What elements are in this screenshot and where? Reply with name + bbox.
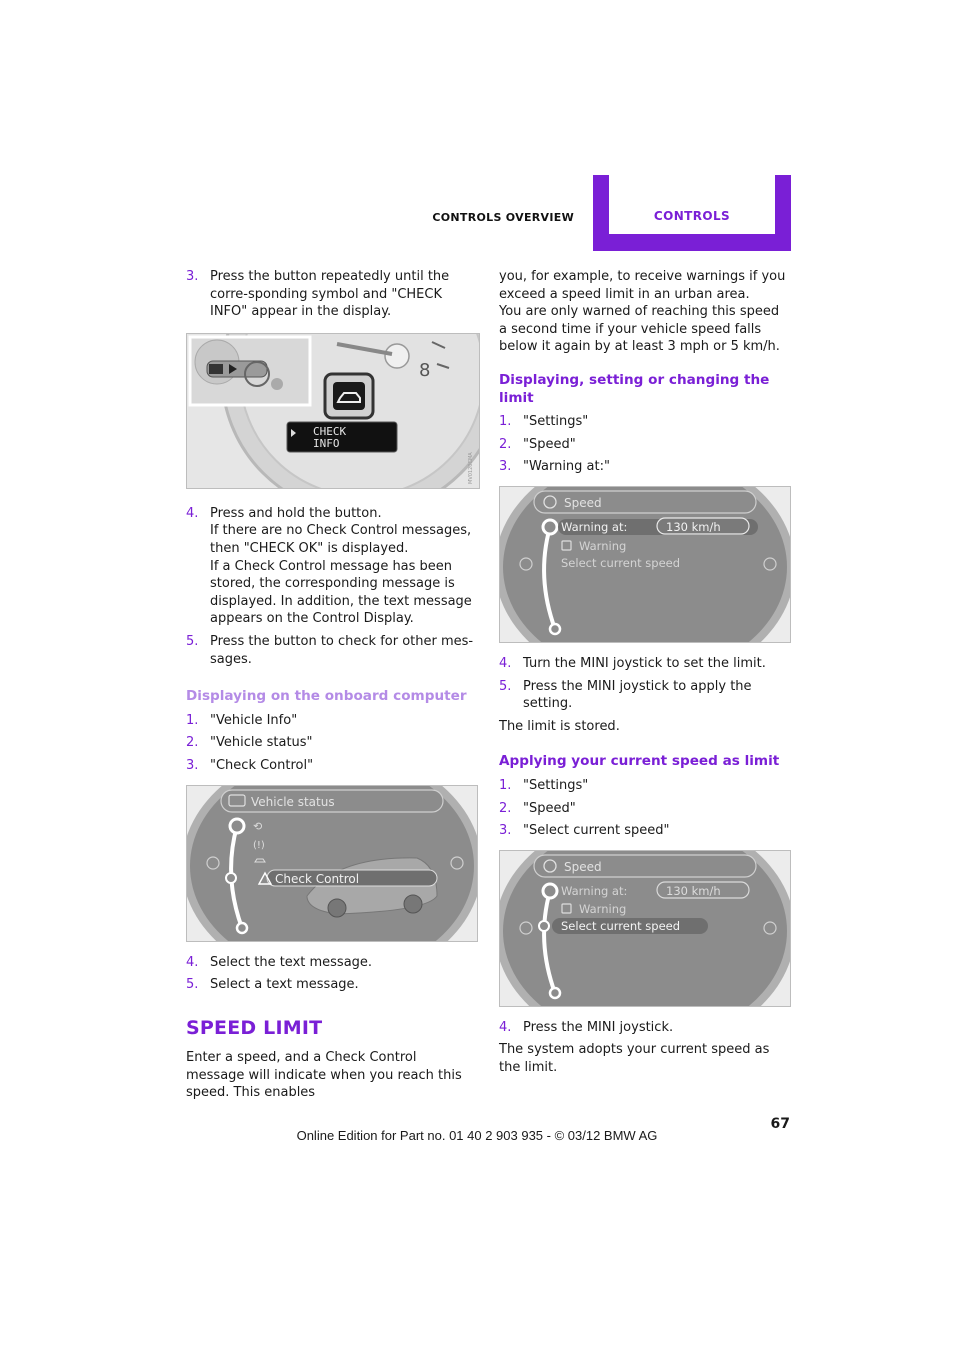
list-item: 3. "Check Control"	[186, 757, 314, 773]
list-item: 1. "Vehicle Info"	[186, 712, 298, 728]
warning-at-label: Warning at:	[561, 883, 628, 898]
list-item: 2. "Speed"	[499, 436, 576, 452]
vehicle-status-figure	[186, 785, 478, 942]
svg-text:8: 8	[419, 359, 431, 381]
step-number: 3.	[186, 269, 199, 284]
step-text: Press the button to check for other mes-sages.	[210, 633, 474, 667]
page-number: 67	[770, 1116, 790, 1132]
selected-menu-item: Check Control	[275, 871, 360, 886]
intro-continued: you, for example, to receive warnings if you exceed a speed limit in an urban area.	[499, 269, 786, 302]
list-item: 1. "Settings"	[499, 414, 589, 430]
speed-settings-display-current	[500, 851, 790, 1006]
speed-settings-display	[500, 487, 790, 642]
display-line-info: INFO	[313, 436, 340, 450]
left-column	[186, 268, 478, 1102]
list-item: 2. "Speed"	[499, 800, 576, 816]
step-4	[186, 505, 478, 628]
chapter-label: CONTROLS	[653, 209, 731, 223]
svg-text:MV0120CMA: MV0120CMA	[468, 452, 474, 484]
step-3	[186, 268, 478, 321]
list-item: 4. Select the text message.	[186, 954, 373, 970]
svg-text:⟲: ⟲	[253, 819, 263, 833]
instrument-cluster-illustration	[187, 334, 479, 488]
list-item: 4. Turn the MINI joystick to set the limit.	[499, 655, 766, 671]
display-title: Speed	[564, 859, 602, 874]
vehicle-status-display	[187, 786, 477, 941]
step-detail-1: If there are no Check Control messages, then "CHECK OK" is displayed.	[210, 523, 472, 556]
list-item: 5. Select a text message.	[186, 977, 359, 993]
step-text: Press and hold the button.	[210, 505, 382, 521]
apply-heading: Applying your current speed as limit	[499, 753, 780, 770]
list-item: 4. Press the MINI joystick.	[499, 1019, 674, 1035]
setting-heading: Displaying, setting or changing the limit	[499, 371, 770, 406]
select-current-speed-label: Select current speed	[561, 555, 681, 570]
adopts-note: The system adopts your current speed as the limit.	[499, 1042, 770, 1075]
speed-value: 130 km/h	[666, 519, 721, 534]
footer: Online Edition for Part no. 01 40 2 903 935 - © 03/12 BMW AG	[296, 1128, 658, 1143]
step-5	[186, 633, 478, 668]
instrument-cluster-figure	[186, 333, 480, 489]
list-item: 2. "Vehicle status"	[186, 735, 313, 751]
display-title: Vehicle status	[251, 794, 335, 809]
speed-warning-figure	[499, 486, 791, 643]
display-line-check: CHECK	[313, 424, 347, 438]
step-number: 5.	[186, 633, 199, 649]
list-item: 3. "Warning at:"	[499, 459, 610, 475]
display-title: Speed	[564, 495, 602, 510]
list-item: 1. "Settings"	[499, 777, 589, 793]
list-item: 3. "Select current speed"	[499, 823, 670, 839]
speed-limit-heading: SPEED LIMIT	[186, 1016, 323, 1039]
step-text: Press the button repeatedly until the corre-sponding symbol and "CHECK INFO" appear in the display.	[210, 269, 450, 320]
onboard-heading: Displaying on the onboard computer	[186, 688, 467, 705]
chapter-tab	[593, 175, 791, 251]
list-item: 5. Press the MINI joystick to apply the setting.	[499, 678, 752, 712]
step-number: 4.	[186, 505, 199, 521]
step-detail-2: If a Check Control message has been stored, the corresponding message is displayed. In addition, the text message appears on the Control Display.	[210, 558, 472, 627]
speed-limit-intro: Enter a speed, and a Check Control message will indicate when you reach this speed. This enables	[186, 1050, 462, 1101]
right-column	[499, 268, 791, 1076]
select-current-speed-figure	[499, 850, 791, 1007]
warning-checkbox-label: Warning	[579, 538, 627, 553]
warning-at-label: Warning at:	[561, 519, 628, 534]
section-title: CONTROLS OVERVIEW	[432, 211, 574, 224]
speed-value: 130 km/h	[666, 883, 721, 898]
intro-warning-note: You are only warned of reaching this speed a second time if your vehicle speed falls below it again by at least 3 mph or 5 km/h.	[499, 304, 780, 355]
select-current-speed-label: Select current speed	[561, 918, 681, 933]
limit-stored-note: The limit is stored.	[499, 718, 620, 734]
svg-text:(!): (!)	[253, 839, 265, 851]
warning-checkbox-label: Warning	[579, 901, 627, 916]
